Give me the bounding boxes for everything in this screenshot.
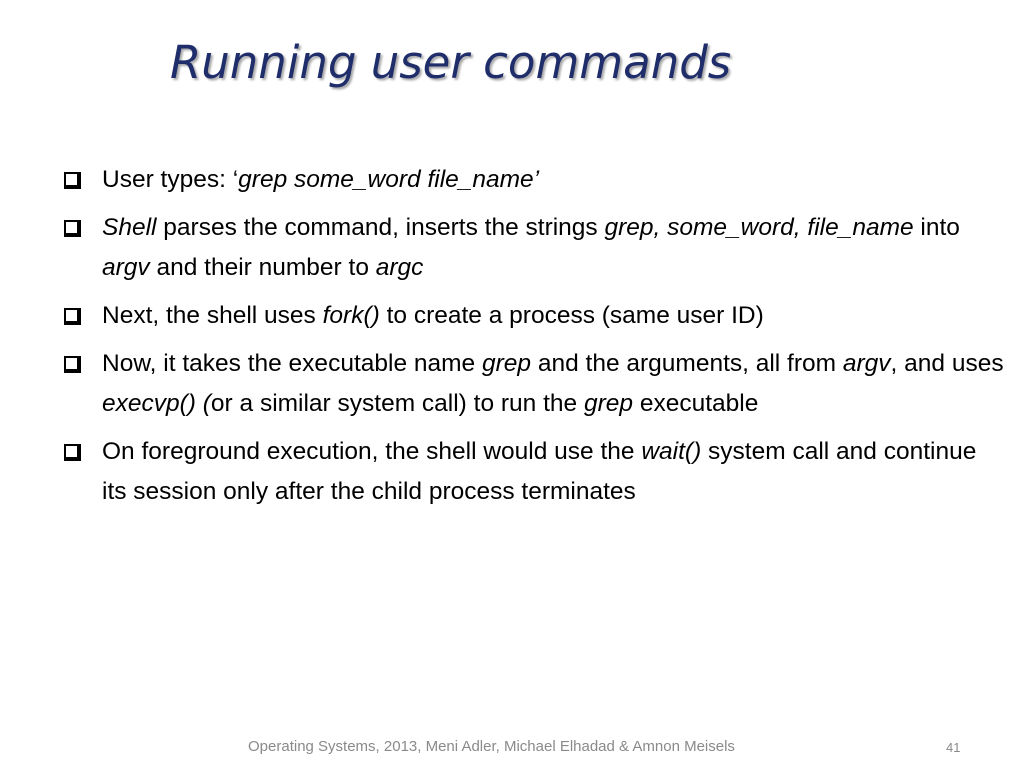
checkbox-bullet-icon: [64, 444, 81, 461]
bullet-text-part: system call and continue its session only after the child process terminates: [102, 438, 977, 505]
bullet-item: [62, 432, 1007, 512]
bullet-text-part: grep, some_word, file_name: [604, 214, 914, 241]
bullet-text-part: parses the command, inserts the strings: [156, 214, 605, 241]
bullet-list: [62, 160, 1007, 520]
bullet-text-part: into: [913, 214, 960, 241]
bullet-text-part: executable: [633, 390, 759, 417]
page-number: 41: [946, 740, 961, 755]
bullet-text-part: wait(): [641, 438, 702, 465]
bullet-text-part: grep: [481, 350, 532, 377]
checkbox-bullet-icon: [64, 220, 81, 237]
bullet-text-part: or a similar system call) to run the: [210, 390, 584, 417]
bullet-text-part: argv: [102, 254, 150, 281]
bullet-text-part: Now, it takes the executable name: [102, 350, 482, 377]
bullet-text-part: grep some_word file_name’: [238, 166, 540, 193]
bullet-text-part: argv: [842, 350, 891, 377]
bullet-text-part: Shell: [102, 214, 157, 241]
bullet-item: [62, 296, 1007, 336]
bullet-item: [62, 208, 1007, 288]
bullet-text-part: Next, the shell uses: [102, 302, 323, 329]
bullet-text-part: and their number to: [149, 254, 376, 281]
bullet-text-part: to create a process (same user ID): [379, 302, 764, 329]
checkbox-bullet-icon: [64, 172, 81, 189]
slide-title: Running user commands: [170, 36, 732, 89]
bullet-item: [62, 160, 1007, 200]
bullet-text-part: and the arguments, all from: [531, 350, 843, 377]
bullet-text-part: execvp() (: [102, 390, 211, 417]
bullet-text-part: grep: [583, 390, 634, 417]
checkbox-bullet-icon: [64, 308, 81, 325]
bullet-text-part: fork(): [322, 302, 380, 329]
bullet-item: [62, 344, 1007, 424]
checkbox-bullet-icon: [64, 356, 81, 373]
bullet-text-part: , and uses: [890, 350, 1004, 377]
bullet-text-part: On foreground execution, the shell would use the: [102, 438, 642, 465]
bullet-text-part: User types: ‘: [102, 166, 239, 193]
footer-text: Operating Systems, 2013, Meni Adler, Michael Elhadad & Amnon Meisels: [248, 738, 735, 755]
bullet-text-part: argc: [375, 254, 424, 281]
